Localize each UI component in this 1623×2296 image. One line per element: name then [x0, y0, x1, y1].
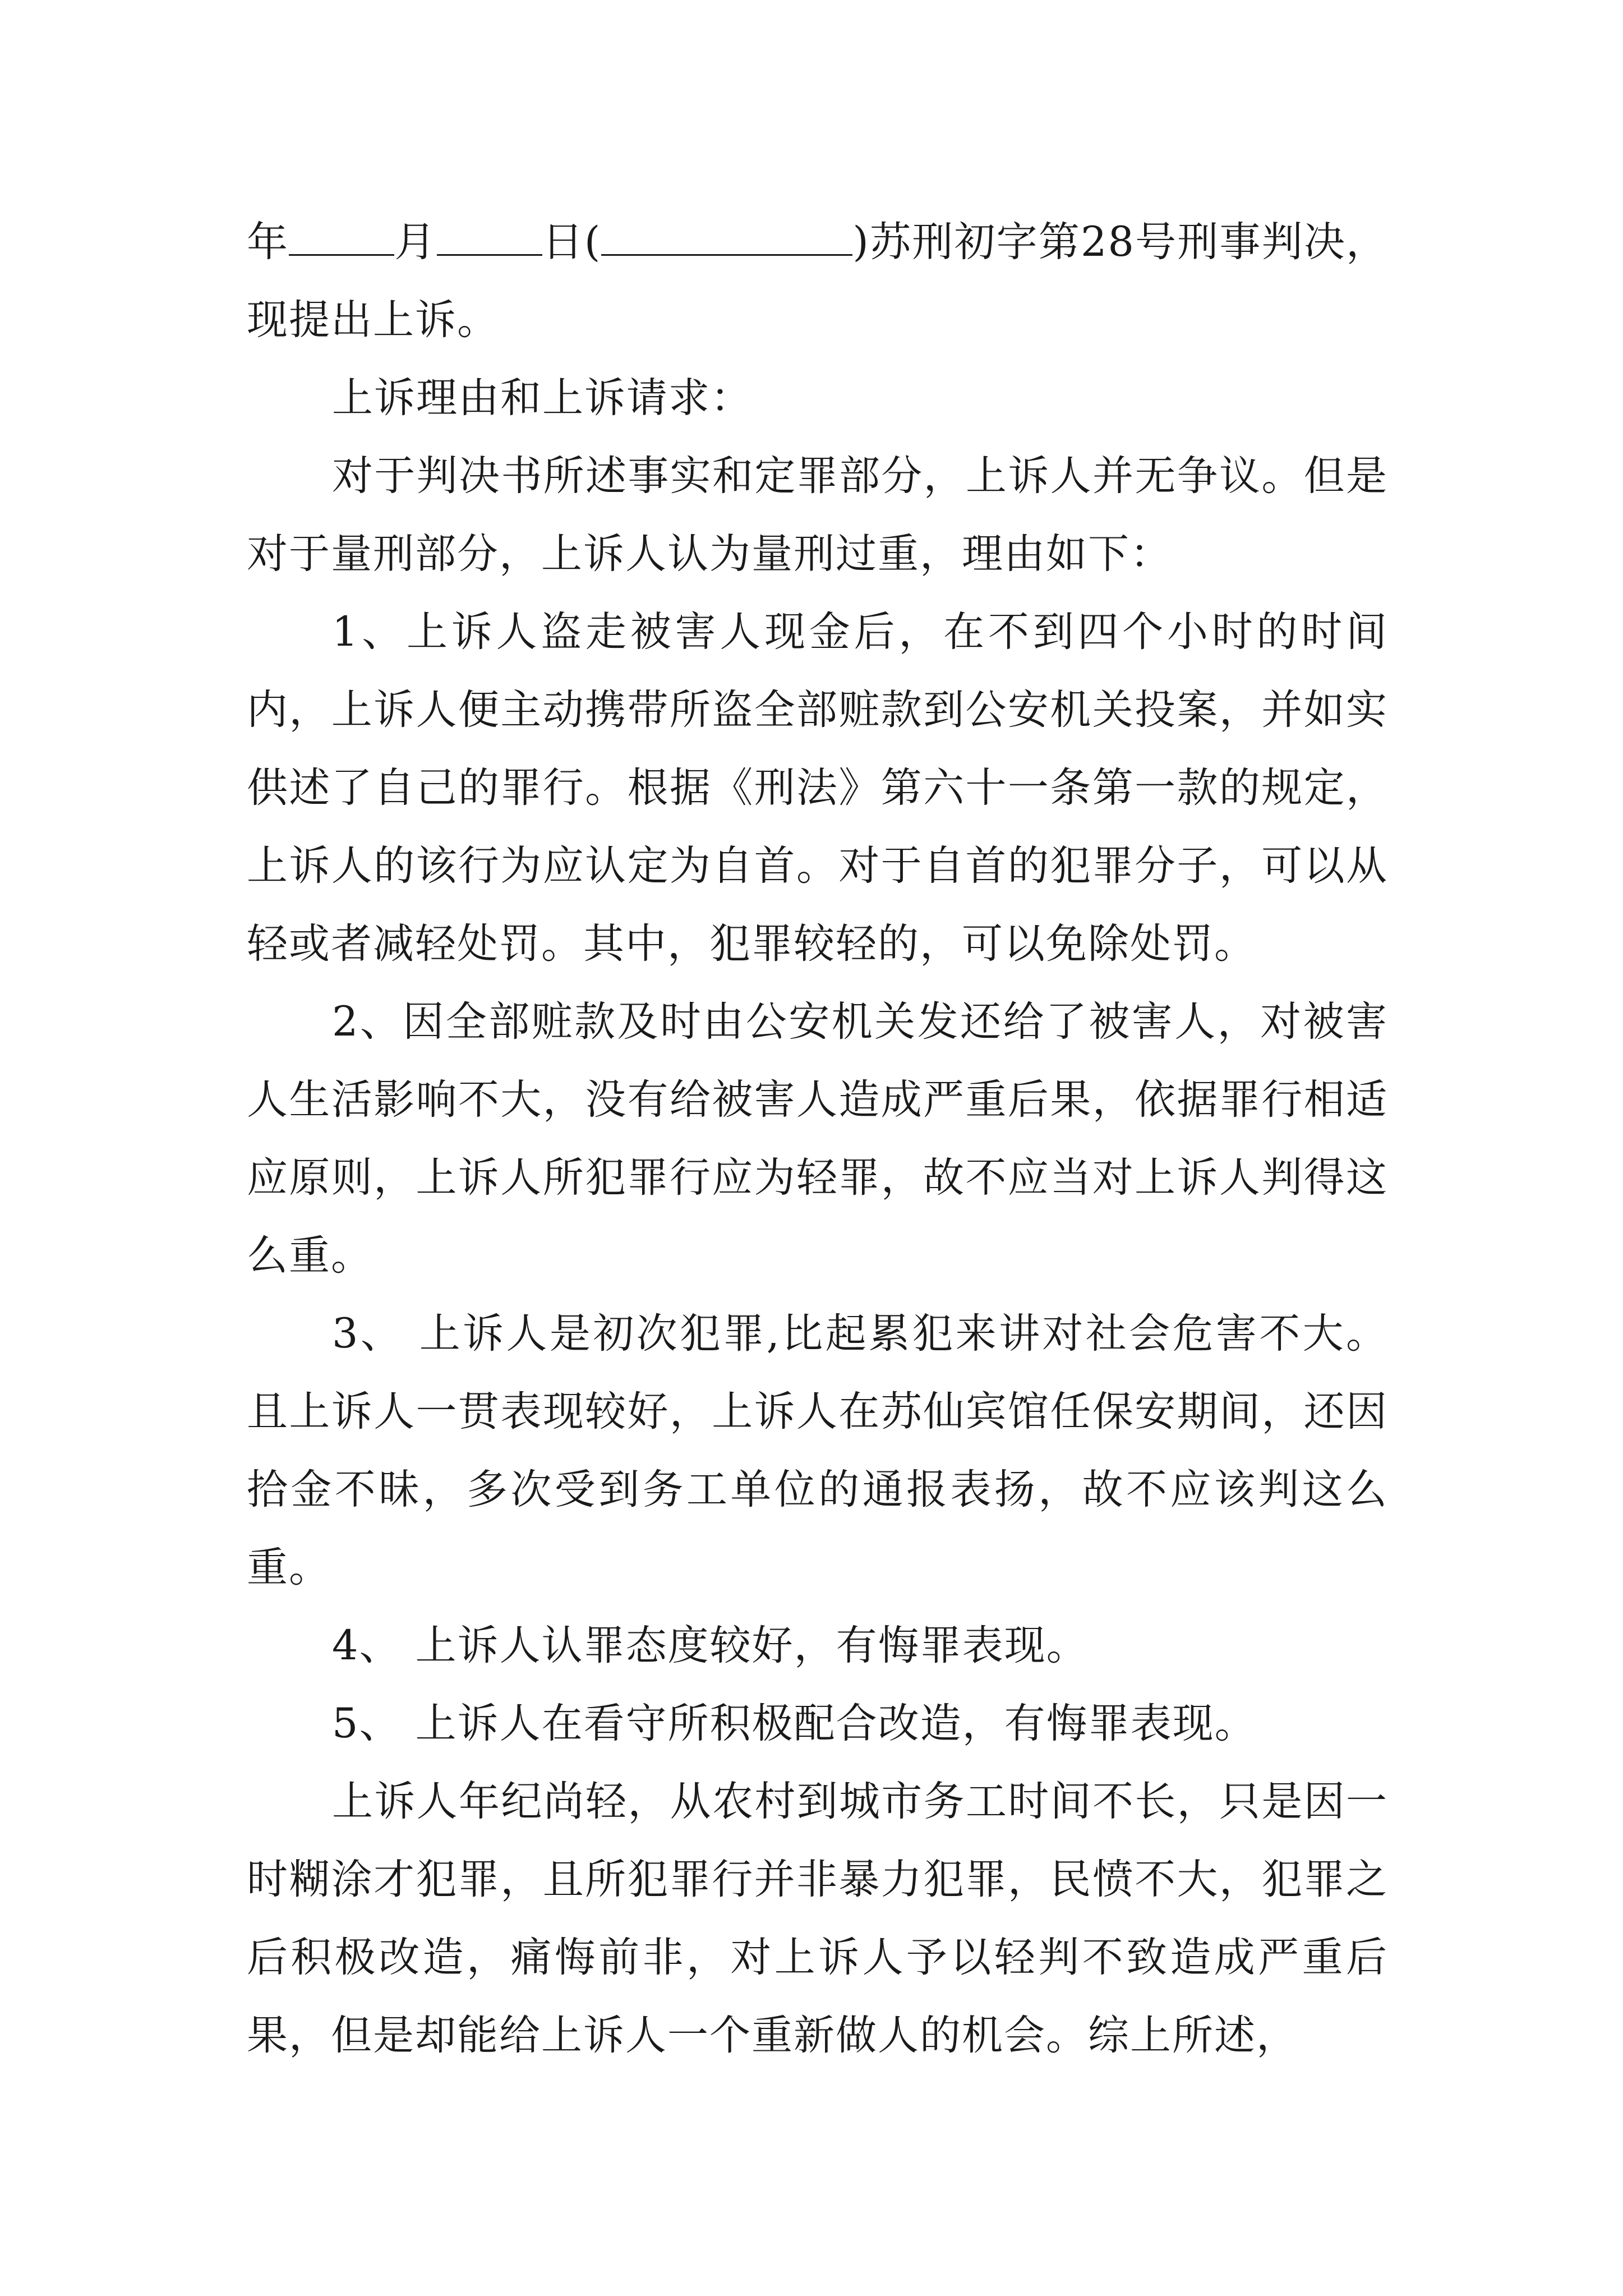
case-number-blank[interactable]	[601, 219, 852, 256]
paragraph-reason-1: 1、上诉人盗走被害人现金后，在不到四个小时的时间内，上诉人便主动携带所盗全部赃款到公安机关投案，并如实供述了自己的罪行。根据《刑法》第六十一条第一款的规定，上诉人的该行为应认定为自首。对于自首的犯罪分子，可以从轻或者减轻处罚。其中，犯罪较轻的，可以免除处罚。	[247, 608, 1388, 968]
day-blank[interactable]	[437, 219, 542, 256]
document-body	[247, 203, 1388, 2074]
day-label: 日(	[542, 218, 602, 266]
paragraph-reason-3: 3、 上诉人是初次犯罪,比起累犯来讲对社会危害不大。且上诉人一贯表现较好，上诉人在苏仙宾馆任保安期间，还因拾金不昧，多次受到务工单位的通报表扬，故不应该判这么重。	[247, 1310, 1388, 1591]
month-label: 月	[394, 218, 437, 266]
month-blank[interactable]	[289, 219, 394, 256]
paragraph-conclusion: 上诉人年纪尚轻，从农村到城市务工时间不长，只是因一时糊涂才犯罪，且所犯罪行并非暴力犯罪，民愤不大，犯罪之后积极改造，痛悔前非，对上诉人予以轻判不致造成严重后果，但是却能给上诉人一个重新做人的机会。综上所述，	[247, 1778, 1388, 2059]
paragraph-reason-5: 5、 上诉人在看守所积极配合改造，有悔罪表现。	[332, 1700, 1257, 1747]
year-label: 年	[247, 218, 289, 266]
header-line	[247, 203, 1388, 359]
paragraph-intro: 对于判决书所述事实和定罪部分，上诉人并无争议。但是对于量刑部分，上诉人认为量刑过重，理由如下：	[247, 452, 1388, 578]
paragraph-appeal-heading: 上诉理由和上诉请求：	[332, 374, 753, 422]
paragraph-reason-2: 2、因全部赃款及时由公安机关发还给了被害人，对被害人生活影响不大，没有给被害人造成严重后果，依据罪行相适应原则，上诉人所犯罪行应为轻罪，故不应当对上诉人判得这么重。	[247, 998, 1388, 1280]
header-tail: 苏刑初字第28号刑事判决，现提出上诉。	[247, 218, 1389, 344]
paragraph-reason-4: 4、 上诉人认罪态度较好，有悔罪表现。	[332, 1622, 1089, 1669]
close-paren: )	[852, 218, 870, 266]
